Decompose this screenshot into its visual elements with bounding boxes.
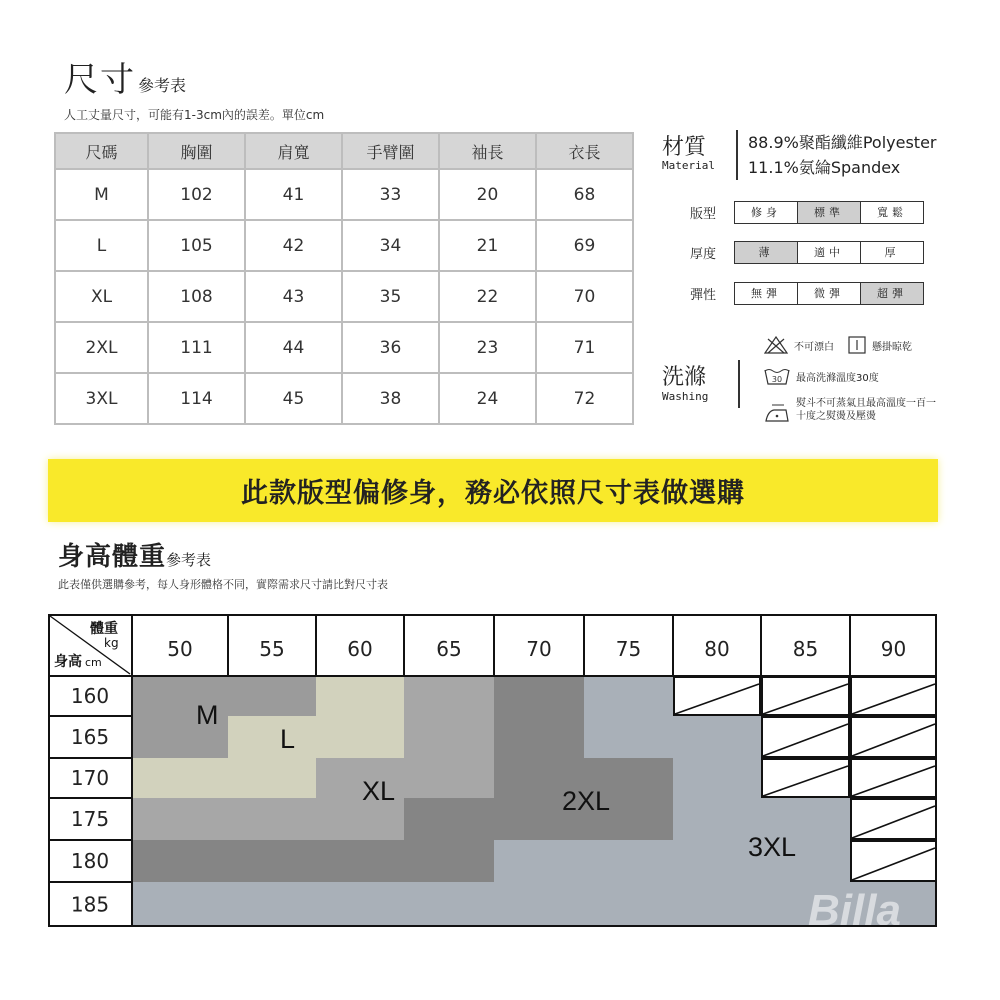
size-cell	[404, 840, 494, 882]
table-cell: 114	[148, 373, 245, 424]
height-header: 180	[70, 849, 110, 873]
body-size-chart	[48, 614, 938, 928]
size-region-label: L	[280, 724, 296, 754]
no-bleach-icon	[764, 336, 788, 354]
size-cell	[228, 798, 316, 840]
table-cell: 38	[342, 373, 439, 424]
property-label: 版型	[690, 206, 717, 222]
table-cell: 22	[439, 271, 536, 322]
size-chart-title	[64, 52, 186, 101]
size-cell	[584, 840, 673, 882]
property-option: 修身	[735, 202, 798, 223]
size-cell	[316, 840, 404, 882]
weight-header: 50	[167, 637, 193, 661]
body-chart-note: 此表僅供選購參考，每人身形體格不同，實際需求尺寸請比對尺寸表	[58, 578, 388, 591]
property-elasticity	[690, 281, 924, 305]
property-option: 適中	[798, 242, 861, 263]
hang-dry-icon	[848, 336, 866, 354]
wash-no-bleach	[764, 336, 912, 354]
size-cell	[584, 676, 673, 716]
table-row	[55, 373, 633, 424]
body-chart-title	[58, 536, 211, 573]
table-cell: 69	[536, 220, 633, 271]
table-cell: M	[55, 169, 148, 220]
height-header: 185	[70, 892, 110, 917]
body-chart-title-suffix: 參考表	[166, 551, 212, 569]
wash-hang-dry-label: 懸掛晾乾	[872, 341, 912, 353]
property-options	[734, 241, 924, 264]
material-label	[662, 130, 715, 172]
size-cell	[228, 882, 316, 927]
size-region-label: 3XL	[748, 832, 797, 862]
table-cell: 36	[342, 322, 439, 373]
size-cell	[494, 676, 584, 716]
size-cell	[404, 758, 494, 798]
table-cell: 42	[245, 220, 342, 271]
size-chart-title-suffix: 參考表	[138, 76, 187, 95]
table-cell: 34	[342, 220, 439, 271]
size-cell	[132, 798, 228, 840]
size-cell	[673, 882, 761, 927]
property-thickness	[690, 240, 924, 264]
table-cell: 45	[245, 373, 342, 424]
size-cell	[228, 758, 316, 798]
size-cell	[404, 676, 494, 716]
size-region-label: M	[196, 700, 219, 730]
table-cell: 44	[245, 322, 342, 373]
size-cell	[132, 758, 228, 798]
table-cell: 23	[439, 322, 536, 373]
weight-header: 55	[259, 637, 285, 661]
size-table-header: 袖長	[439, 133, 536, 169]
table-row	[55, 169, 633, 220]
table-cell: 2XL	[55, 322, 148, 373]
material-composition	[748, 130, 937, 180]
washing-label	[662, 360, 708, 403]
wash-temperature	[764, 367, 879, 385]
size-cell	[228, 840, 316, 882]
corner-weight-unit: kg	[104, 636, 119, 650]
property-option: 標準	[798, 202, 861, 223]
table-row	[55, 322, 633, 373]
size-table-header: 肩寬	[245, 133, 342, 169]
table-cell: 33	[342, 169, 439, 220]
material-label-zh: 材質	[662, 135, 707, 160]
table-cell: L	[55, 220, 148, 271]
wash-temperature-label: 最高洗滌溫度30度	[796, 372, 879, 384]
size-cell	[404, 882, 494, 927]
table-cell: 43	[245, 271, 342, 322]
height-header: 170	[70, 766, 110, 790]
weight-header: 60	[347, 637, 373, 661]
material-label-en: Material	[662, 159, 715, 172]
property-option: 微彈	[798, 283, 861, 304]
washing-label-zh: 洗滌	[662, 365, 707, 390]
wash-no-bleach-label: 不可漂白	[794, 341, 834, 353]
property-option: 超彈	[861, 283, 923, 304]
size-cell	[132, 840, 228, 882]
size-cell	[494, 840, 584, 882]
table-cell: 105	[148, 220, 245, 271]
material-line: 88.9%聚酯纖維Polyester	[748, 133, 937, 152]
size-region-label: 2XL	[562, 786, 611, 816]
weight-header: 65	[436, 637, 462, 661]
property-option: 無彈	[735, 283, 798, 304]
weight-header: 70	[526, 637, 552, 661]
corner-height-unit: cm	[85, 656, 102, 669]
corner-height-label: 身高	[54, 654, 82, 670]
wash-iron	[764, 397, 936, 423]
wash-iron-line: 熨斗不可蒸氣且最高溫度一百一	[796, 398, 936, 409]
size-chart-note: 人工丈量尺寸，可能有1-3cm內的誤差。單位cm	[64, 108, 325, 122]
size-table-header: 尺碼	[55, 133, 148, 169]
size-cell	[132, 882, 228, 927]
size-cell	[228, 676, 316, 716]
table-cell: 68	[536, 169, 633, 220]
washing-label-en: Washing	[662, 390, 709, 403]
size-table	[54, 132, 634, 425]
size-cell	[494, 882, 584, 927]
size-cell	[228, 716, 316, 758]
table-row	[55, 271, 633, 322]
height-header: 175	[70, 807, 110, 831]
size-cell	[673, 716, 761, 758]
size-cell	[494, 716, 584, 758]
table-cell: 71	[536, 322, 633, 373]
size-cell	[673, 758, 761, 798]
size-cell	[316, 716, 404, 758]
weight-header: 90	[880, 637, 907, 661]
property-option: 寬鬆	[877, 206, 907, 219]
size-cell	[584, 716, 673, 758]
table-cell: 24	[439, 373, 536, 424]
size-table-header: 胸圍	[148, 133, 245, 169]
height-header: 165	[70, 725, 110, 749]
material-line: 11.1%氨綸Spandex	[748, 158, 901, 177]
property-label: 厚度	[690, 246, 717, 262]
property-fit	[690, 200, 924, 224]
table-cell: 20	[439, 169, 536, 220]
size-region-label: XL	[362, 776, 396, 806]
table-cell: 70	[536, 271, 633, 322]
table-cell: 35	[342, 271, 439, 322]
property-label: 彈性	[690, 287, 717, 303]
table-cell: 108	[148, 271, 245, 322]
iron-no-steam-icon	[764, 401, 790, 423]
material-divider	[736, 130, 738, 180]
size-table-header: 手臂圍	[342, 133, 439, 169]
corner-weight-label: 體重	[90, 621, 118, 637]
washing-divider	[738, 360, 740, 408]
size-cell	[316, 882, 404, 927]
property-options	[734, 282, 924, 305]
table-cell: XL	[55, 271, 148, 322]
table-row	[55, 220, 633, 271]
property-option: 薄	[735, 242, 798, 263]
size-cell	[584, 882, 673, 927]
table-cell: 102	[148, 169, 245, 220]
fit-warning-banner	[48, 459, 938, 522]
weight-header: 80	[704, 637, 730, 661]
table-cell: 3XL	[55, 373, 148, 424]
fit-warning-text: 此款版型偏修身，務必依照尺寸表做選購	[241, 478, 745, 509]
size-chart-title-main: 尺寸	[64, 60, 136, 100]
table-cell: 21	[439, 220, 536, 271]
wash-iron-text	[796, 397, 936, 423]
watermark-text: Billa	[808, 886, 901, 928]
size-cell	[404, 716, 494, 758]
table-cell: 41	[245, 169, 342, 220]
size-cell	[316, 676, 404, 716]
wash-iron-line: 十度之熨燙及壓燙	[796, 411, 876, 422]
wash-30-icon-text: 30	[771, 375, 783, 384]
size-table-header-row	[55, 133, 633, 169]
body-chart-title-main: 身高體重	[58, 542, 167, 572]
height-header: 160	[70, 684, 110, 708]
table-cell: 72	[536, 373, 633, 424]
wash-30-icon	[764, 367, 790, 385]
weight-header: 75	[615, 637, 642, 661]
table-cell: 111	[148, 322, 245, 373]
property-option: 厚	[884, 246, 900, 259]
size-cell	[404, 798, 494, 840]
size-table-header: 衣長	[536, 133, 633, 169]
weight-header: 85	[792, 637, 819, 661]
property-options	[734, 201, 924, 224]
